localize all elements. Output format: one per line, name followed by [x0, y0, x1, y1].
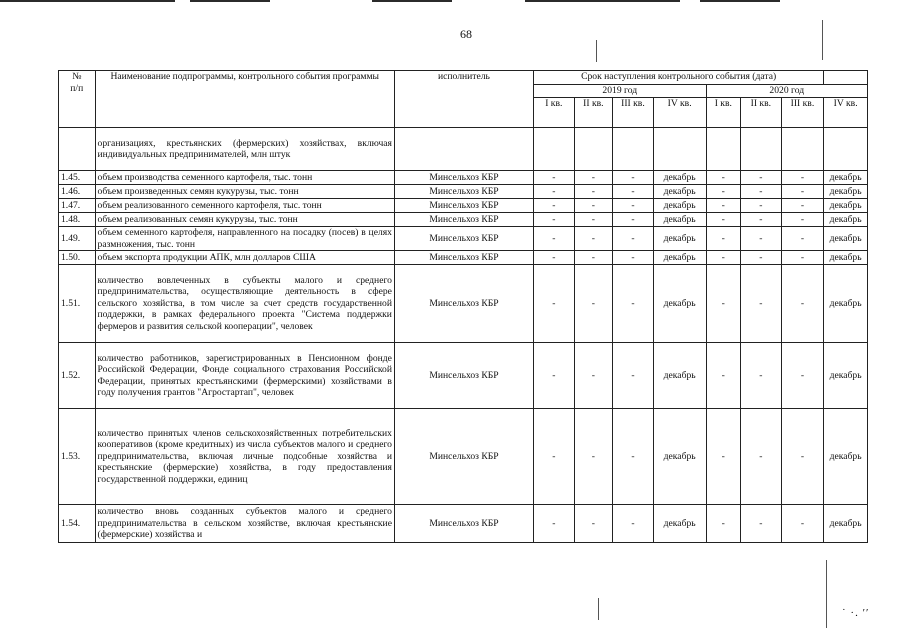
q2-2020: -: [741, 343, 782, 409]
q3-2020: -: [781, 171, 824, 185]
page-number: 68: [460, 27, 472, 41]
scan-artifact-glyph: ˙ ·. ′′: [842, 607, 870, 619]
q2-2020: -: [741, 251, 782, 265]
q1-2019: -: [534, 171, 575, 185]
scan-artifact-line: [372, 0, 452, 2]
scan-artifact-mark: [596, 40, 597, 62]
q3-2020: -: [781, 505, 824, 543]
q4-2020: декабрь: [824, 227, 868, 251]
q4-2019: декабрь: [653, 227, 706, 251]
row-number: [59, 128, 96, 171]
q4-2020: [824, 128, 868, 171]
event-name: объем производства семенного картофеля, тыс. тонн: [95, 171, 394, 185]
q3-2019: -: [613, 505, 654, 543]
q1-2020: -: [706, 171, 741, 185]
header-q1-2019: I кв.: [534, 98, 575, 128]
q2-2020: -: [741, 265, 782, 343]
header-blank: [824, 71, 868, 85]
q1-2019: -: [534, 213, 575, 227]
event-name: организациях, крестьянских (фермерских) хозяйствах, включая индивидуальных предпринимателей, млн штук: [95, 128, 394, 171]
table-row: [59, 251, 868, 265]
q3-2020: -: [781, 409, 824, 505]
header-name: Наименование подпрограммы, контрольного события программы: [95, 71, 394, 128]
executor: Минсельхоз КБР: [394, 409, 533, 505]
q4-2020: декабрь: [824, 171, 868, 185]
q2-2020: -: [741, 505, 782, 543]
q2-2019: [574, 128, 613, 171]
q4-2019: декабрь: [653, 265, 706, 343]
q4-2019: [653, 128, 706, 171]
q1-2020: -: [706, 505, 741, 543]
q1-2019: -: [534, 185, 575, 199]
scan-artifact-line: [0, 0, 175, 2]
header-q3-2019: III кв.: [613, 98, 654, 128]
q2-2019: -: [574, 213, 613, 227]
row-number: 1.54.: [59, 505, 96, 543]
q3-2019: -: [613, 199, 654, 213]
row-number: 1.45.: [59, 171, 96, 185]
executor: Минсельхоз КБР: [394, 343, 533, 409]
q4-2020: декабрь: [824, 343, 868, 409]
event-name: количество вовлеченных в субъекты малого и среднего предпринимательства, осуществляющие деятельность в сфере сельского хозяйства, в том числе за счет средств государственной поддержки, в рамках федерального проекта "Система поддержки фермеров и развития сельской кооперации", человек: [95, 265, 394, 343]
q4-2020: декабрь: [824, 505, 868, 543]
q4-2020: декабрь: [824, 251, 868, 265]
q4-2020: декабрь: [824, 213, 868, 227]
event-name: объем экспорта продукции АПК, млн долларов США: [95, 251, 394, 265]
q2-2019: -: [574, 185, 613, 199]
q2-2019: -: [574, 343, 613, 409]
scan-artifact-line: [525, 0, 680, 2]
table-row: [59, 199, 868, 213]
executor: Минсельхоз КБР: [394, 199, 533, 213]
q2-2019: -: [574, 251, 613, 265]
q1-2020: -: [706, 251, 741, 265]
q1-2019: -: [534, 227, 575, 251]
q1-2020: -: [706, 265, 741, 343]
q1-2020: -: [706, 343, 741, 409]
executor: Минсельхоз КБР: [394, 185, 533, 199]
q1-2019: -: [534, 409, 575, 505]
q2-2019: -: [574, 505, 613, 543]
scan-artifact-mark: [822, 20, 823, 60]
q2-2020: -: [741, 213, 782, 227]
q3-2019: -: [613, 409, 654, 505]
executor: Минсельхоз КБР: [394, 171, 533, 185]
row-number: 1.52.: [59, 343, 96, 409]
q4-2019: декабрь: [653, 185, 706, 199]
q1-2019: -: [534, 251, 575, 265]
q2-2020: -: [741, 185, 782, 199]
control-events-table: [58, 70, 868, 543]
event-name: объем семенного картофеля, направленного на посадку (посев) в целях размножения, тыс. тонн: [95, 227, 394, 251]
header-year-2020: 2020 год: [706, 85, 867, 98]
event-name: объем произведенных семян кукурузы, тыс. тонн: [95, 185, 394, 199]
header-q4-2020: IV кв.: [824, 98, 868, 128]
executor: Минсельхоз КБР: [394, 213, 533, 227]
header-num: № п/п: [59, 71, 96, 128]
q3-2019: -: [613, 265, 654, 343]
header-executor: исполнитель: [394, 71, 533, 128]
q1-2019: -: [534, 265, 575, 343]
row-number: 1.53.: [59, 409, 96, 505]
q2-2019: -: [574, 265, 613, 343]
header-q2-2019: II кв.: [574, 98, 613, 128]
q3-2019: -: [613, 251, 654, 265]
table-row: [59, 227, 868, 251]
table-row: [59, 343, 868, 409]
q3-2020: -: [781, 343, 824, 409]
event-name: количество вновь созданных субъектов малого и среднего предпринимательства в сельском хозяйстве, включая крестьянские (фермерские) хозяйства и: [95, 505, 394, 543]
q2-2019: -: [574, 199, 613, 213]
q2-2019: -: [574, 227, 613, 251]
q2-2020: -: [741, 227, 782, 251]
row-number: 1.46.: [59, 185, 96, 199]
table-row: [59, 505, 868, 543]
header-q2-2020: II кв.: [741, 98, 782, 128]
scan-artifact-mark: [598, 598, 599, 620]
q4-2020: декабрь: [824, 409, 868, 505]
table-row: [59, 128, 868, 171]
executor: Минсельхоз КБР: [394, 505, 533, 543]
q1-2019: [534, 128, 575, 171]
q1-2020: -: [706, 185, 741, 199]
q4-2020: декабрь: [824, 265, 868, 343]
q2-2020: -: [741, 199, 782, 213]
q3-2019: -: [613, 171, 654, 185]
table-row: [59, 265, 868, 343]
scan-artifact-line: [190, 0, 270, 2]
executor: Минсельхоз КБР: [394, 251, 533, 265]
q2-2019: -: [574, 409, 613, 505]
table-row: [59, 171, 868, 185]
row-number: 1.51.: [59, 265, 96, 343]
q3-2020: -: [781, 227, 824, 251]
q4-2020: декабрь: [824, 199, 868, 213]
event-name: количество работников, зарегистрированных в Пенсионном фонде Российской Федерации, Фонде социального страхования Российской Федерации, принятых крестьянскими (фермерскими) хозяйствами в году получения грантов "Агростартап", человек: [95, 343, 394, 409]
q3-2019: -: [613, 343, 654, 409]
event-name: объем реализованного семенного картофеля, тыс. тонн: [95, 199, 394, 213]
row-number: 1.50.: [59, 251, 96, 265]
q4-2020: декабрь: [824, 185, 868, 199]
q3-2019: [613, 128, 654, 171]
row-number: 1.47.: [59, 199, 96, 213]
q3-2020: -: [781, 185, 824, 199]
q2-2020: -: [741, 171, 782, 185]
q2-2020: -: [741, 409, 782, 505]
event-name: количество принятых членов сельскохозяйственных потребительских кооперативов (кроме кредитных) из числа субъектов малого и среднего предпринимательства, включая личные подсобные хозяйства и крестьянские (фермерские) хозяйства, в году предоставления государственной поддержки, единиц: [95, 409, 394, 505]
q3-2020: [781, 128, 824, 171]
table-row: [59, 213, 868, 227]
executor: Минсельхоз КБР: [394, 227, 533, 251]
q4-2019: декабрь: [653, 213, 706, 227]
table-row: [59, 185, 868, 199]
q4-2019: декабрь: [653, 251, 706, 265]
q4-2019: декабрь: [653, 409, 706, 505]
executor: [394, 128, 533, 171]
q1-2020: -: [706, 227, 741, 251]
q3-2020: -: [781, 199, 824, 213]
scan-artifact-line: [700, 0, 780, 2]
scan-artifact-mark: [826, 560, 827, 628]
q4-2019: декабрь: [653, 171, 706, 185]
table-row: [59, 409, 868, 505]
q1-2020: -: [706, 213, 741, 227]
header-deadline: Срок наступления контрольного события (дата): [534, 71, 824, 85]
executor: Минсельхоз КБР: [394, 265, 533, 343]
row-number: 1.49.: [59, 227, 96, 251]
q2-2019: -: [574, 171, 613, 185]
q1-2020: -: [706, 199, 741, 213]
q3-2019: -: [613, 185, 654, 199]
q1-2019: -: [534, 343, 575, 409]
q3-2020: -: [781, 251, 824, 265]
row-number: 1.48.: [59, 213, 96, 227]
q1-2020: [706, 128, 741, 171]
q4-2019: декабрь: [653, 199, 706, 213]
event-name: объем реализованных семян кукурузы, тыс. тонн: [95, 213, 394, 227]
q3-2019: -: [613, 227, 654, 251]
q3-2020: -: [781, 213, 824, 227]
q3-2020: -: [781, 265, 824, 343]
header-year-2019: 2019 год: [534, 85, 707, 98]
q1-2019: -: [534, 505, 575, 543]
q3-2019: -: [613, 213, 654, 227]
header-q3-2020: III кв.: [781, 98, 824, 128]
q2-2020: [741, 128, 782, 171]
header-q4-2019: IV кв.: [653, 98, 706, 128]
q4-2019: декабрь: [653, 505, 706, 543]
q1-2019: -: [534, 199, 575, 213]
header-q1-2020: I кв.: [706, 98, 741, 128]
q4-2019: декабрь: [653, 343, 706, 409]
q1-2020: -: [706, 409, 741, 505]
